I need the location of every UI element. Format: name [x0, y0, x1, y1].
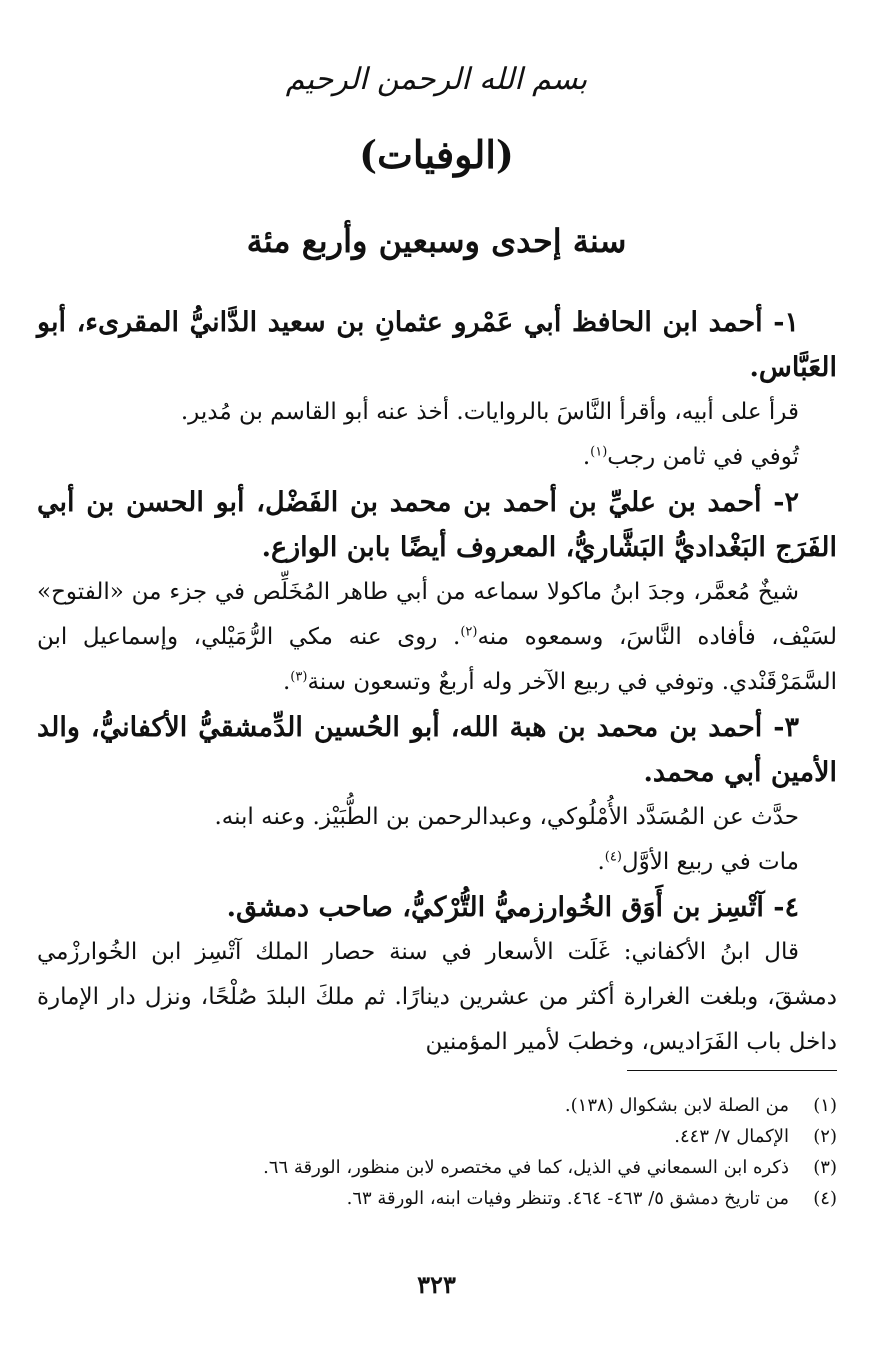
entry-1-period: .	[582, 444, 591, 470]
basmala-heading: بسم الله الرحمن الرحيم	[285, 62, 588, 97]
entry-1-line-2	[37, 435, 837, 480]
entry-4-heading: ٤- آتْسِز بن أَوَق الخُوارزميُّ التُّرْكيُّ، صاحب دمشق.	[226, 892, 799, 923]
entry-2-text-b: . روى عنه مكي الرُّمَيْلي، وإسماعيل ابن السَّمَرْقَنْدي. وتوفي في ربيع الآخر وله أربعٌ وتسعون سنة	[37, 624, 837, 695]
entry-3-line-2-text: مات في ربيع الأوَّل	[621, 849, 799, 875]
footnote-text: من الصلة لابن بشكوال (١٣٨).	[564, 1095, 789, 1116]
footnote-1	[37, 1090, 837, 1121]
footnote-divider	[627, 1070, 837, 1071]
footnote-ref-2[interactable]: (٢)	[460, 624, 478, 640]
entry-4-text: قال ابنُ الأكفاني: غَلَت الأسعار في سنة حصار الملك آتْسِز ابن الخُوارزْمي دمشقَ، وبلغت الغرارة أكثر من عشرين دينارًا. ثم ملكَ البلدَ صُلْحًا، ونزل دار الإمارة داخل باب الفَرَاديس، وخطبَ لأمير المؤمنين	[37, 939, 837, 1055]
footnote-number: (٣)	[813, 1157, 837, 1178]
footnote-number: (١)	[813, 1095, 837, 1116]
entry-3-period: .	[597, 849, 605, 875]
footnote-4	[37, 1183, 837, 1214]
entry-3-line-1: حدَّث عن المُسَدَّد الأُمْلُوكي، وعبدالرحمن بن الطُّبَيْز. وعنه ابنه.	[214, 804, 799, 830]
footnote-ref-4[interactable]: (٤)	[604, 849, 622, 865]
footnote-ref-3[interactable]: (٣)	[290, 669, 308, 685]
footnote-2	[37, 1121, 837, 1152]
entry-2-heading: ٢- أحمد بن عليِّ بن أحمد بن محمد بن الفَضْل، أبو الحسن بن أبي الفَرَج البَغْداديُّ البَشَّاريُّ، المعروف أيضًا بابن الوازع.	[37, 487, 837, 563]
footnote-number: (٢)	[813, 1126, 837, 1147]
section-title: (الوفيات)	[359, 132, 514, 177]
entry-1-line-2-text: تُوفي في ثامن رجب	[607, 444, 799, 470]
entry-2-text-a: شيخٌ مُعمَّر، وجدَ ابنُ ماكولا سماعه من أبي طاهر المُخَلِّص في جزء من «الفتوح» لسَيْف، فأفاده النَّاسَ، وسمعوه منه	[37, 579, 837, 650]
footnote-number: (٤)	[813, 1188, 837, 1209]
entry-3-heading: ٣- أحمد بن محمد بن هبة الله، أبو الحُسين الدِّمشقيُّ الأكفانيُّ، والد الأمين أبي محمد.	[37, 712, 837, 788]
entry-2-text	[37, 570, 837, 705]
footnote-text: من تاريخ دمشق ٥/ ٤٦٣- ٤٦٤. وتنظر وفيات ابنه، الورقة ٦٣.	[346, 1188, 789, 1209]
entry-1-heading: ١- أحمد ابن الحافظ أبي عَمْرو عثمانِ بن سعيد الدَّانيُّ المقرىء، أبو العَبَّاس.	[37, 307, 837, 383]
footnote-text: الإكمال ٧/ ٤٤٣.	[674, 1126, 789, 1147]
entry-3-line-2	[37, 840, 837, 885]
main-text	[37, 300, 837, 1065]
entry-1-line-1: قرأ على أبيه، وأقرأ النَّاسَ بالروايات. أخذ عنه أبو القاسم بن مُدير.	[180, 399, 799, 425]
footnotes	[37, 1090, 837, 1214]
footnote-ref-1[interactable]: (١)	[590, 444, 608, 460]
page-number: ٣٢٣	[417, 1270, 456, 1299]
footnote-text: ذكره ابن السمعاني في الذيل، كما في مختصره لابن منظور، الورقة ٦٦.	[263, 1157, 789, 1178]
footnote-3	[37, 1152, 837, 1183]
year-title: سنة إحدى وسبعين وأربع مئة	[246, 222, 627, 260]
entry-2-text-c: .	[282, 669, 291, 695]
